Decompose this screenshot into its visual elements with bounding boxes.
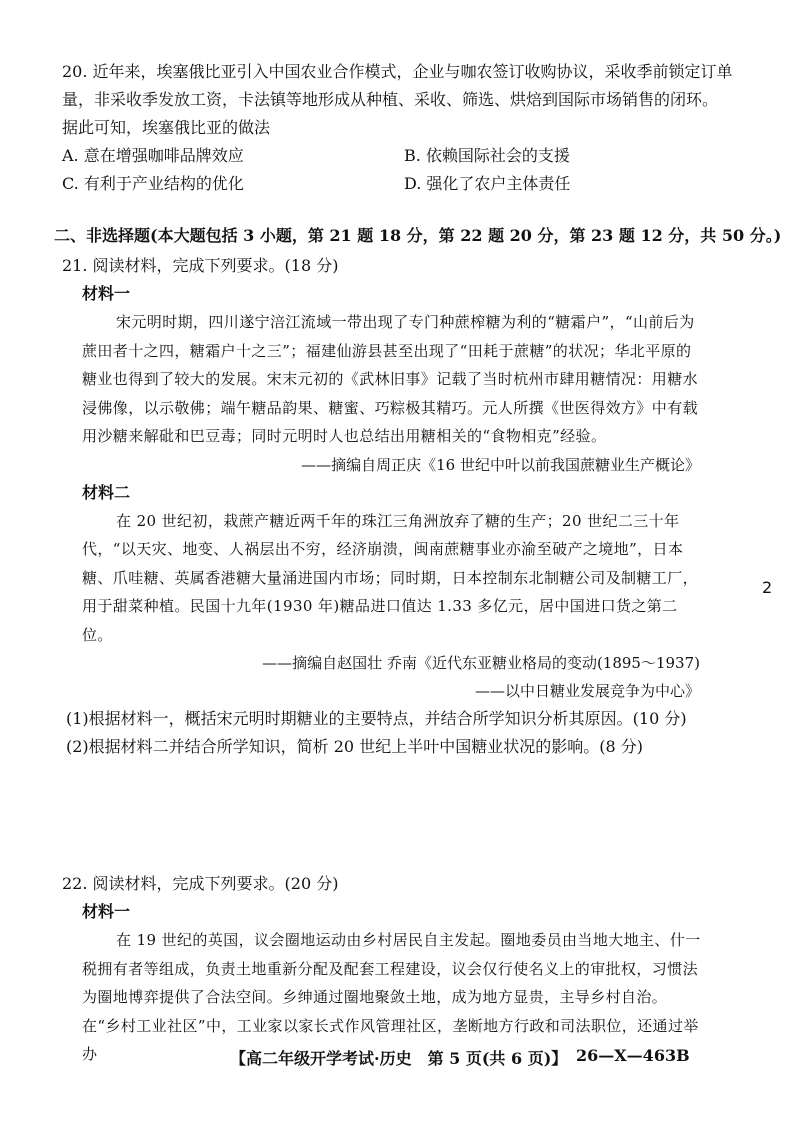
q21-material-2-title: 材料二	[82, 482, 131, 502]
option-c[interactable]: C. 有利于产业结构的优化	[62, 174, 244, 193]
q20-line-1: 20. 近年来，埃塞俄比亚引入中国农业合作模式，企业与咖农签订收购协议，采收季前锁定订单	[62, 62, 733, 81]
section-2-heading-block	[54, 222, 782, 250]
q21-material-1-source: ——摘编自周正庆《16 世纪中叶以前我国蔗糖业生产概论》	[301, 455, 700, 474]
q21-material-1-title: 材料一	[82, 284, 131, 303]
q22-material-1-text: 在 19 世纪的英国，议会圈地运动由乡村居民自主发起。圈地委员由当地大地主、什一税拥有者等组成，负责土地重新分配及配套工程建设，议会仅行使名义上的审批权，习惯法为圈地博弈提供了合法空间。乡绅通过圈地聚敛土地，成为地方显贵，主导乡村自治。在“乡村工业社区”中，工业家以家长式作风管理社区，垄断地方行政和司法职位，还通过举办	[82, 931, 701, 1063]
section-2-heading: 二、非选择题(本大题包括 3 小题，第 21 题 18 分，第 22 题 20 分，第 23 题 12 分，共 50 分。)	[54, 226, 782, 245]
option-a[interactable]: A. 意在增强咖啡品牌效应	[62, 146, 244, 165]
q20-options	[62, 142, 722, 198]
q20-line-2: 量，非采收季发放工资，卡法镇等地形成从种植、采收、筛选、烘焙到国际市场销售的闭环。	[62, 90, 719, 109]
option-b[interactable]: B. 依赖国际社会的支援	[404, 146, 570, 165]
q21-material-1-text: 宋元明时期，四川遂宁涪江流域一带出现了专门种蔗榨糖为利的“糖霜户”，“山前后为蔗田者十之四，糖霜户十之三”；福建仙游县甚至出现了“田耗于蔗糖”的状况；华北平原的糖业也得到了较大的发展。宋末元初的《武林旧事》记载了当时杭州市肆用糖情况：用糖水浸佛像，以示敬佛；端午糖品韵果、糖蜜、巧粽极其精巧。元人所撰《世医得效方》中有载用沙糖来解砒和巴豆毒；同时元明时人也总结出用糖相关的“食物相克”经验。	[82, 313, 699, 445]
q20-line-3: 据此可知，埃塞俄比亚的做法	[62, 118, 271, 137]
q21-stem: 21. 阅读材料，完成下列要求。(18 分)	[62, 256, 339, 275]
q21-sub-question-1: (1)根据材料一，概括宋元明时期糖业的主要特点，并结合所学知识分析其原因。(10 分)	[66, 709, 687, 728]
question-22	[62, 870, 722, 1069]
q21-sub-question-2: (2)根据材料二并结合所学知识，简析 20 世纪上半叶中国糖业状况的影响。(8 分)	[66, 737, 643, 756]
q21-material-2-text: 在 20 世纪初，栽蔗产糖近两千年的珠江三角洲放弃了糖的生产；20 世纪二三十年代，“以天灾、地变、人祸层出不穷，经济崩溃，闽南蔗糖事业亦渝至破产之境地”，日本糖、爪哇糖、英属香港糖大量涌进国内市场；同时期，日本控制东北制糖公司及制糖工厂，用于甜菜种植。民国十九年(1930 年)糖品进口值达 1.33 多亿元，居中国进口货之第二位。	[82, 511, 699, 644]
page-footer: 【高二年级开学考试·历史 第 5 页(共 6 页)】	[230, 1049, 568, 1068]
option-d[interactable]: D. 强化了农户主体责任	[404, 174, 571, 193]
q21-material-2-source-2: ——以中日糖业发展竞争为中心》	[474, 682, 700, 700]
q22-material-1-title: 材料一	[82, 902, 131, 921]
side-margin-number: 2	[762, 578, 773, 597]
exam-code: 26—X—463B	[576, 1046, 690, 1065]
question-21	[62, 252, 722, 761]
q22-stem: 22. 阅读材料，完成下列要求。(20 分)	[62, 874, 339, 893]
question-20	[62, 58, 733, 198]
q21-material-2-source-1: ——摘编自赵国壮 乔南《近代东亚糖业格局的变动(1895～1937)	[262, 654, 700, 672]
